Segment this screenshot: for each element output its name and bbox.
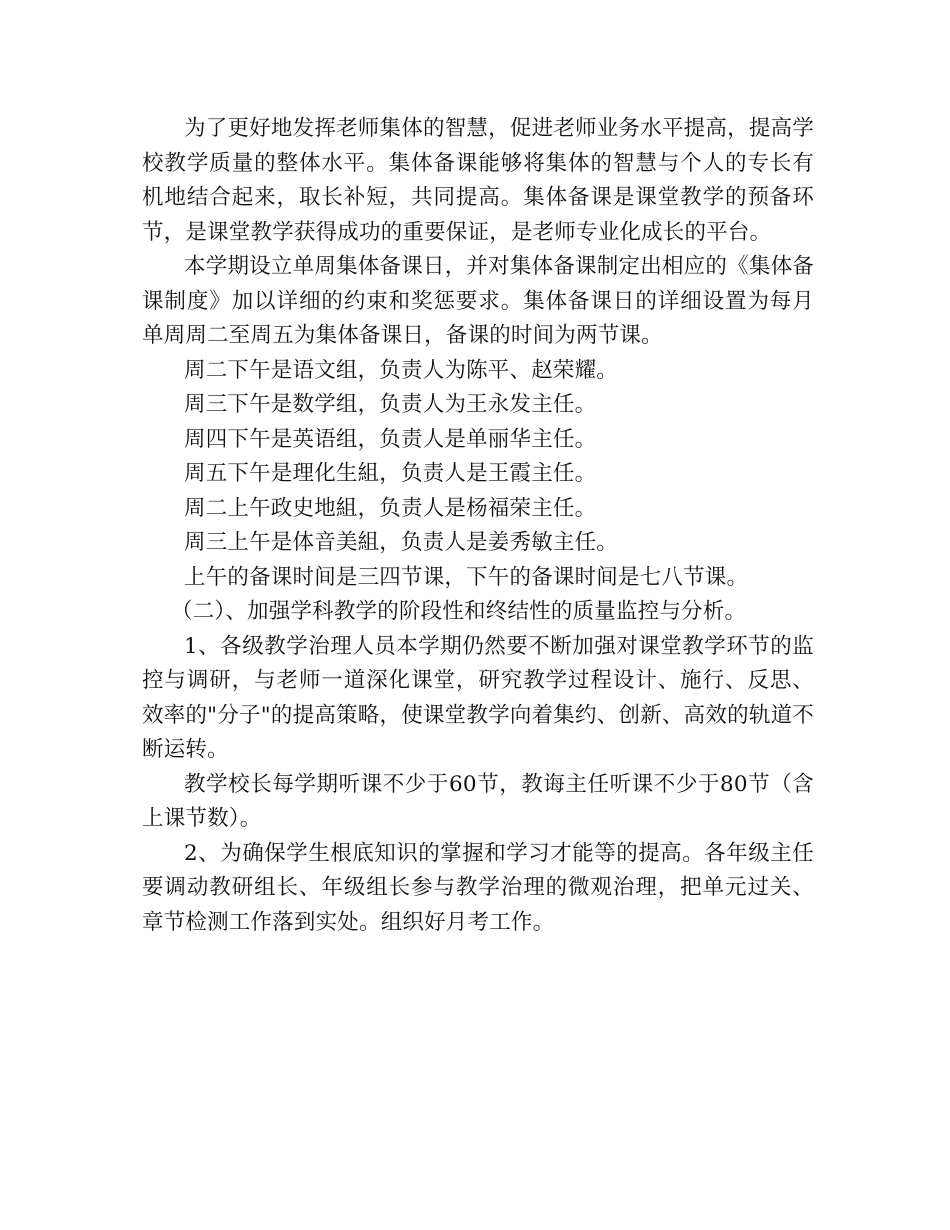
schedule-item-humanities: 周二上午政史地組，负责人是杨福荣主任。	[184, 495, 597, 521]
paragraph-intro: 为了更好地发挥老师集体的智慧，促进老师业务水平提高，提高学校教学质量的整体水平。集体备课能够将集体的智慧与个人的专长有机地结合起来，取长补短，共同提高。集体备课是课堂教学的预备环节，是课堂教学获得成功的重要保证，是老师专业化成长的平台。	[142, 116, 814, 245]
paragraph-lesson-count: 教学校长每学期听课不少于60节，教诲主任听课不少于80节（含上课节数）。	[142, 771, 814, 831]
paragraph-item-1: 1、各级教学治理人员本学期仍然要不断加强对课堂教学环节的监控与调研，与老师一道深化课堂，研究教学过程设计、施行、反思、效率的"分子"的提高策略，使课堂教学向着集约、创新、高效的轨道不断运转。	[142, 633, 814, 762]
paragraph-times: 上午的备课时间是三四节课，下午的备课时间是七八节课。	[184, 564, 749, 590]
schedule-item-science: 周五下午是理化生組，负责人是王霞主任。	[184, 461, 597, 486]
paragraph-schedule: 本学期设立单周集体备课日，并对集体备课制定出相应的《集体备课制度》加以详细的约束和奖惩要求。集体备课日的详细设置为每月单周周二至周五为集体备课日，备课的时间为两节课。	[142, 254, 814, 348]
schedule-item-english: 周四下午是英语组，负责人是单丽华主任。	[184, 426, 597, 452]
document-body	[142, 112, 814, 940]
schedule-item-arts: 周三上午是体音美組，负责人是姜秀敏主任。	[184, 530, 619, 555]
schedule-item-math: 周三下午是数学组，负责人为王永发主任。	[184, 392, 597, 417]
section-heading: （二）、加强学科教学的阶段性和终结性的质量监控与分析。	[171, 599, 747, 624]
schedule-item-chinese: 周二下午是语文组，负责人为陈平、赵荣耀。	[184, 357, 619, 383]
paragraph-item-2: 2、为确保学生根底知识的掌握和学习才能等的提高。各年级主任要调动教研组长、年级组长参与教学治理的微观治理，把单元过关、章节检测工作落到实处。组织好月考工作。	[142, 840, 814, 935]
